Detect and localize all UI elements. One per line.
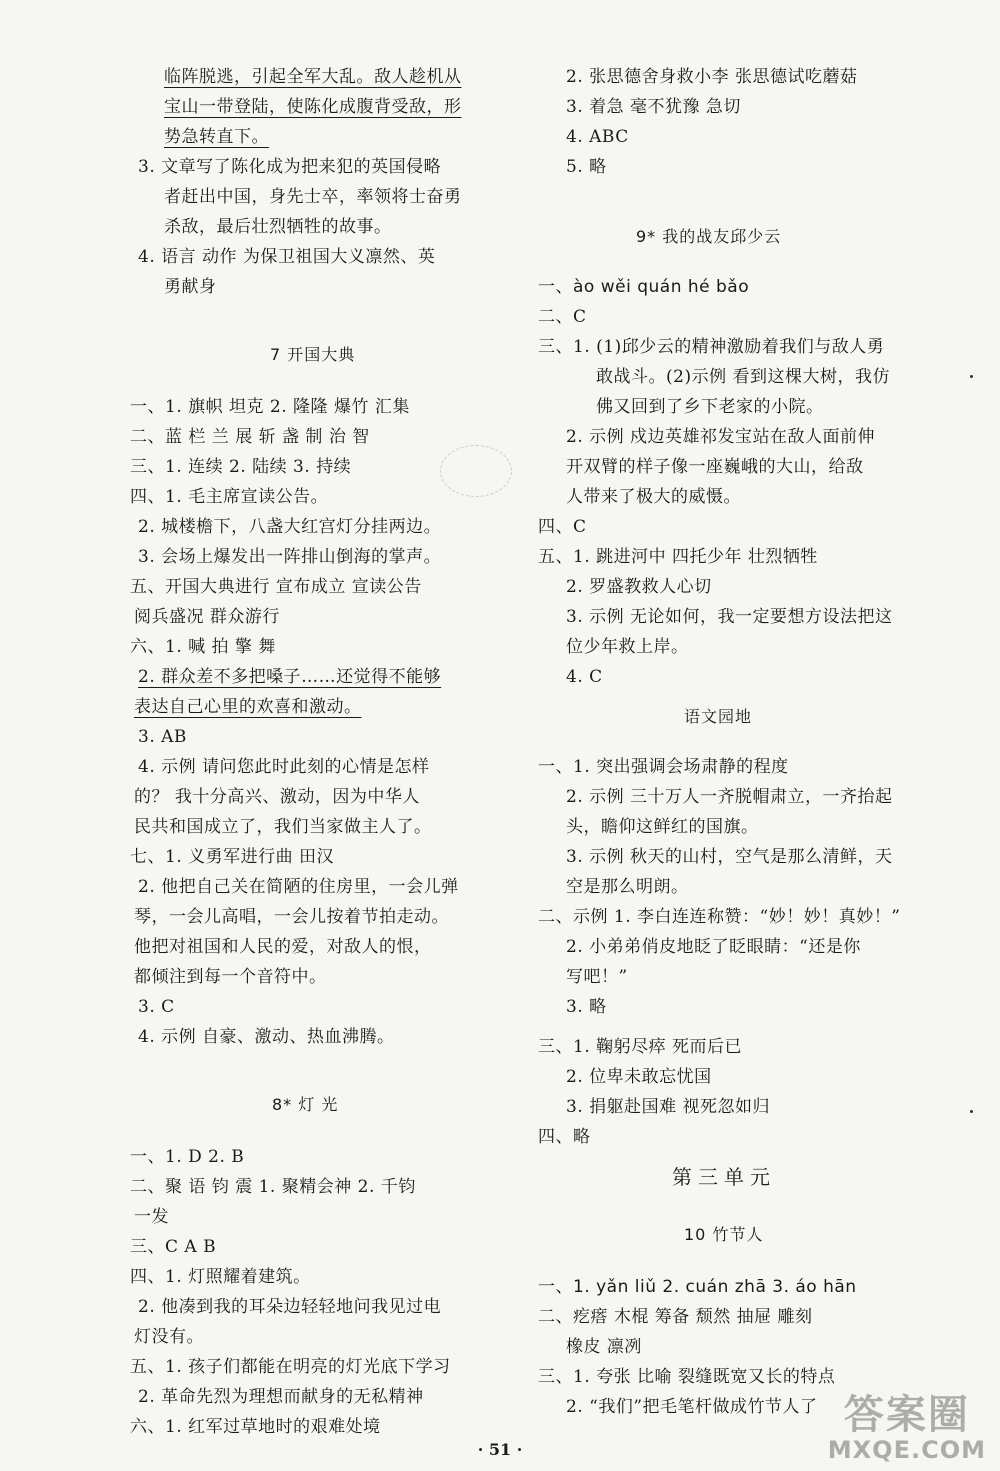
text-line: 灯没有。 xyxy=(134,1327,204,1347)
watermark-line1: 答案圈 xyxy=(843,1392,970,1438)
text-line: 六、1. 喊 拍 擎 舞 xyxy=(130,637,276,657)
text-line: 一发 xyxy=(134,1207,169,1227)
text-line: 他把对祖国和人民的爱，对敌人的恨， xyxy=(134,937,432,957)
page-number-dot-left: · xyxy=(477,1440,484,1459)
text-line: 2. 示例 戍边英雄祁发宝站在敌人面前伸 xyxy=(566,427,876,447)
page-number-value: 51 xyxy=(488,1440,512,1459)
text-line: 琴，一会儿高唱，一会儿按着节拍走动。 xyxy=(134,907,449,927)
text-line: 勇献身 xyxy=(164,277,217,297)
text-line: 五、开国大典进行 宣布成立 宣读公告 xyxy=(130,577,422,597)
text-line: 势急转直下。 xyxy=(164,127,269,147)
text-line: 敢战斗。(2)示例 看到这棵大树，我仿 xyxy=(596,367,890,387)
text-line: 三、1. (1)邱少云的精神激励着我们与敌人勇 xyxy=(538,337,885,357)
text-line: 四、1. 灯照耀着建筑。 xyxy=(130,1267,311,1287)
text-line: 2. “我们”把毛笔杆做成竹节人了 xyxy=(566,1397,818,1417)
text-line: 临阵脱逃，引起全军大乱。敌人趁机从 xyxy=(164,67,462,87)
text-line: 3. 略 xyxy=(566,997,607,1017)
text-line: 2. 他凑到我的耳朵边轻轻地问我见过电 xyxy=(138,1297,442,1317)
text-line: 四、C xyxy=(538,517,587,537)
text-line: 七、1. 义勇军进行曲 田汉 xyxy=(130,847,335,867)
text-line: 2. 城楼檐下，八盏大红宫灯分挂两边。 xyxy=(138,517,442,537)
text-line: 3. 示例 秋天的山村，空气是那么清鲜，天 xyxy=(566,847,893,867)
text-line: 一、1. yǎn liǔ 2. cuán zhā 3. áo hān xyxy=(538,1277,857,1297)
text-line: 一、1. 旗帜 坦克 2. 隆隆 爆竹 汇集 xyxy=(130,397,410,417)
text-line: 三、1. 连续 2. 陆续 3. 持续 xyxy=(130,457,352,477)
text-line: 空是那么明朗。 xyxy=(566,877,689,897)
text-line: 4. 示例 自豪、激动、热血沸腾。 xyxy=(138,1027,395,1047)
text-line: 2. 他把自己关在简陋的住房里，一会儿弹 xyxy=(138,877,459,897)
text-line: 阅兵盛况 群众游行 xyxy=(134,607,280,627)
text-line: 者赶出中国，身先士卒，率领将士奋勇 xyxy=(164,187,462,207)
text-line: 宝山一带登陆，使陈化成腹背受敌，形 xyxy=(164,97,462,117)
text-line: 都倾注到每一个音符中。 xyxy=(134,967,327,987)
text-line: 3. 着急 毫不犹豫 急切 xyxy=(566,97,741,117)
text-line: 2. 位卑未敢忘忧国 xyxy=(566,1067,712,1087)
text-line: 2. 革命先烈为理想而献身的无私精神 xyxy=(138,1387,424,1407)
text-line: 2. 群众差不多把嗓子……还觉得不能够 xyxy=(138,667,442,687)
text-line: 5. 略 xyxy=(566,157,607,177)
text-line: 3. 捐躯赴国难 视死忽如归 xyxy=(566,1097,771,1117)
text-line: 写吧！” xyxy=(566,967,628,987)
text-line: 表达自己心里的欢喜和激动。 xyxy=(134,697,362,717)
text-line: 三、C A B xyxy=(130,1237,217,1257)
text-line: 四、略 xyxy=(538,1127,591,1147)
section-title: 10 竹节人 xyxy=(684,1225,764,1244)
text-line: 五、1. 跳进河中 四托少年 壮烈牺牲 xyxy=(538,547,818,567)
text-line: 四、1. 毛主席宣读公告。 xyxy=(130,487,329,507)
text-line: 4. ABC xyxy=(566,127,629,147)
text-line: 3. 会场上爆发出一阵排山倒海的掌声。 xyxy=(138,547,442,567)
text-line: 3. C xyxy=(138,997,175,1017)
text-line: 二、C xyxy=(538,307,587,327)
text-line: 佛又回到了乡下老家的小院。 xyxy=(596,397,824,417)
page-number xyxy=(470,1440,530,1459)
text-line: 橡皮 凛冽 xyxy=(566,1337,642,1357)
text-line: 二、蓝 栏 兰 展 斩 盏 制 治 智 xyxy=(130,427,370,447)
text-line: 4. C xyxy=(566,667,603,687)
text-line: 开双臂的样子像一座巍峨的大山，给敌 xyxy=(566,457,864,477)
page-number-dot-right: · xyxy=(516,1440,523,1459)
text-line: 3. AB xyxy=(138,727,187,747)
text-line: 五、1. 孩子们都能在明亮的灯光底下学习 xyxy=(130,1357,451,1377)
scan-dot xyxy=(970,375,973,378)
text-line: 的？ 我十分高兴、激动，因为中华人 xyxy=(134,787,420,807)
watermark-line2: MXQE.COM xyxy=(827,1436,986,1464)
text-line: 一、1. D 2. B xyxy=(130,1147,245,1167)
section-title: 8* 灯 光 xyxy=(272,1095,339,1114)
text-line: 3. 示例 无论如何，我一定要想方设法把这 xyxy=(566,607,893,627)
text-line: 头，瞻仰这鲜红的国旗。 xyxy=(566,817,759,837)
text-line: 2. 小弟弟俏皮地眨了眨眼睛：“还是你 xyxy=(566,937,861,957)
text-line: 二、聚 语 钧 震 1. 聚精会神 2. 千钧 xyxy=(130,1177,416,1197)
text-line: 一、ào wěi quán hé bǎo xyxy=(538,277,750,297)
text-line: 二、示例 1. 李白连连称赞：“妙！妙！真妙！” xyxy=(538,907,901,927)
unit-title: 第三单元 xyxy=(672,1165,776,1189)
text-line: 民共和国成立了，我们当家做主人了。 xyxy=(134,817,432,837)
text-line: 二、疙瘩 木棍 筹备 颓然 抽屉 雕刻 xyxy=(538,1307,813,1327)
section-title: 9* 我的战友邱少云 xyxy=(636,227,782,246)
section-title: 7 开国大典 xyxy=(270,345,356,364)
text-line: 2. 示例 三十万人一齐脱帽肃立，一齐抬起 xyxy=(566,787,893,807)
text-line: 三、1. 夸张 比喻 裂缝既宽又长的特点 xyxy=(538,1367,836,1387)
text-line: 一、1. 突出强调会场肃静的程度 xyxy=(538,757,789,777)
section-title: 语文园地 xyxy=(684,707,753,726)
text-line: 杀敌，最后壮烈牺牲的故事。 xyxy=(164,217,392,237)
watermark-logo xyxy=(828,1393,986,1463)
text-line: 位少年救上岸。 xyxy=(566,637,689,657)
scan-dot xyxy=(970,1110,973,1113)
text-line: 2. 张思德舍身救小李 张思德试吃蘑菇 xyxy=(566,67,858,87)
text-line: 人带来了极大的威慑。 xyxy=(566,487,741,507)
text-line: 3. 文章写了陈化成为把来犯的英国侵略 xyxy=(138,157,442,177)
faint-stamp xyxy=(440,445,512,497)
text-line: 4. 语言 动作 为保卫祖国大义凛然、英 xyxy=(138,247,436,267)
text-line: 2. 罗盛教救人心切 xyxy=(566,577,712,597)
text-line: 三、1. 鞠躬尽瘁 死而后已 xyxy=(538,1037,743,1057)
text-line: 六、1. 红军过草地时的艰难处境 xyxy=(130,1417,381,1437)
text-line: 4. 示例 请问您此时此刻的心情是怎样 xyxy=(138,757,430,777)
